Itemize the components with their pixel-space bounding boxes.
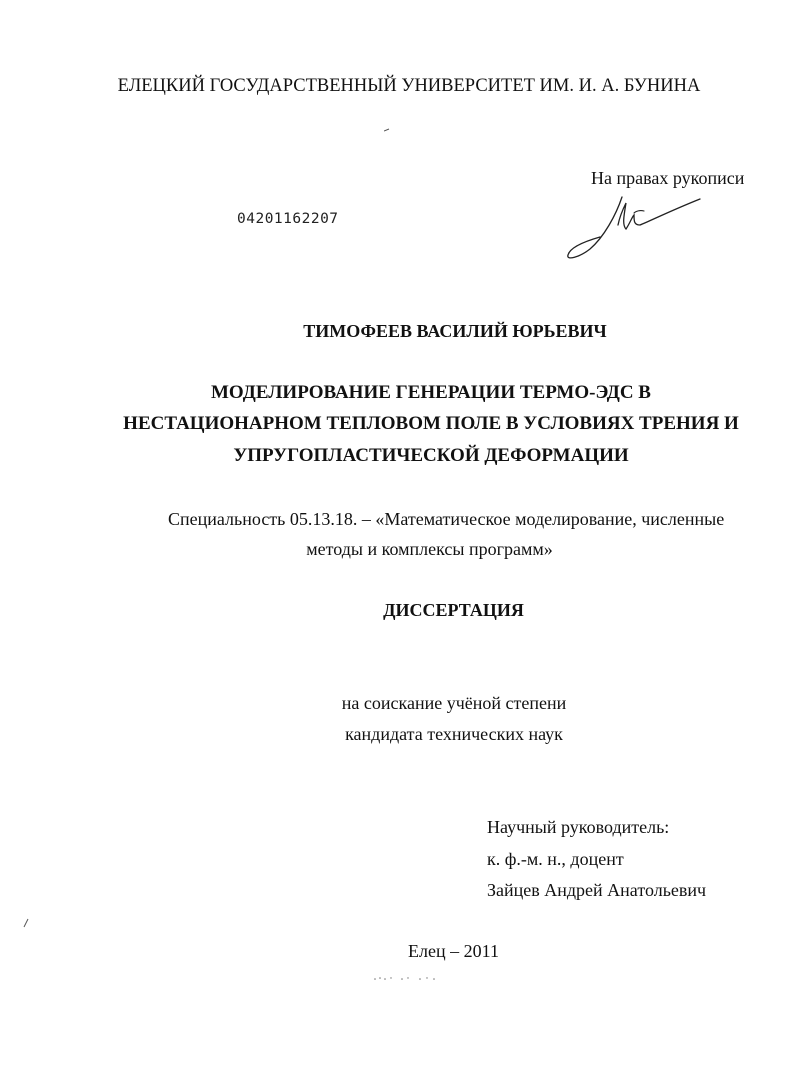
author-name: ТИМОФЕЕВ ВАСИЛИЙ ЮРЬЕВИЧ xyxy=(303,321,607,341)
advisor-label: Научный руководитель: xyxy=(487,817,670,837)
place-year: Елец – 2011 xyxy=(408,941,499,961)
manuscript-note: На правах рукописи xyxy=(591,168,745,188)
dissertation-title-line: УПРУГОПЛАСТИЧЕСКОЙ ДЕФОРМАЦИИ xyxy=(233,445,629,466)
scan-speck xyxy=(372,972,444,984)
specialty-line: Специальность 05.13.18. – «Математическое моделирование, численные xyxy=(168,509,725,529)
dissertation-title-line: МОДЕЛИРОВАНИЕ ГЕНЕРАЦИИ ТЕРМО-ЭДС В xyxy=(211,382,651,403)
degree-line: кандидата технических наук xyxy=(345,724,563,744)
scan-speck xyxy=(384,128,390,132)
university-name: ЕЛЕЦКИЙ ГОСУДАРСТВЕННЫЙ УНИВЕРСИТЕТ ИМ. И. А. БУНИНА xyxy=(117,76,701,96)
advisor-degree: к. ф.-м. н., доцент xyxy=(487,849,624,869)
handwritten-signature xyxy=(560,185,710,265)
scan-speck xyxy=(22,918,30,928)
advisor-name: Зайцев Андрей Анатольевич xyxy=(487,880,707,900)
specialty-line: методы и комплексы программ» xyxy=(306,539,553,559)
document-type: ДИССЕРТАЦИЯ xyxy=(383,600,524,620)
degree-line: на соискание учёной степени xyxy=(341,693,567,713)
document-code: 04201162207 xyxy=(237,211,339,227)
dissertation-title-line: НЕСТАЦИОНАРНОМ ТЕПЛОВОМ ПОЛЕ В УСЛОВИЯХ ТРЕНИЯ И xyxy=(123,413,739,434)
